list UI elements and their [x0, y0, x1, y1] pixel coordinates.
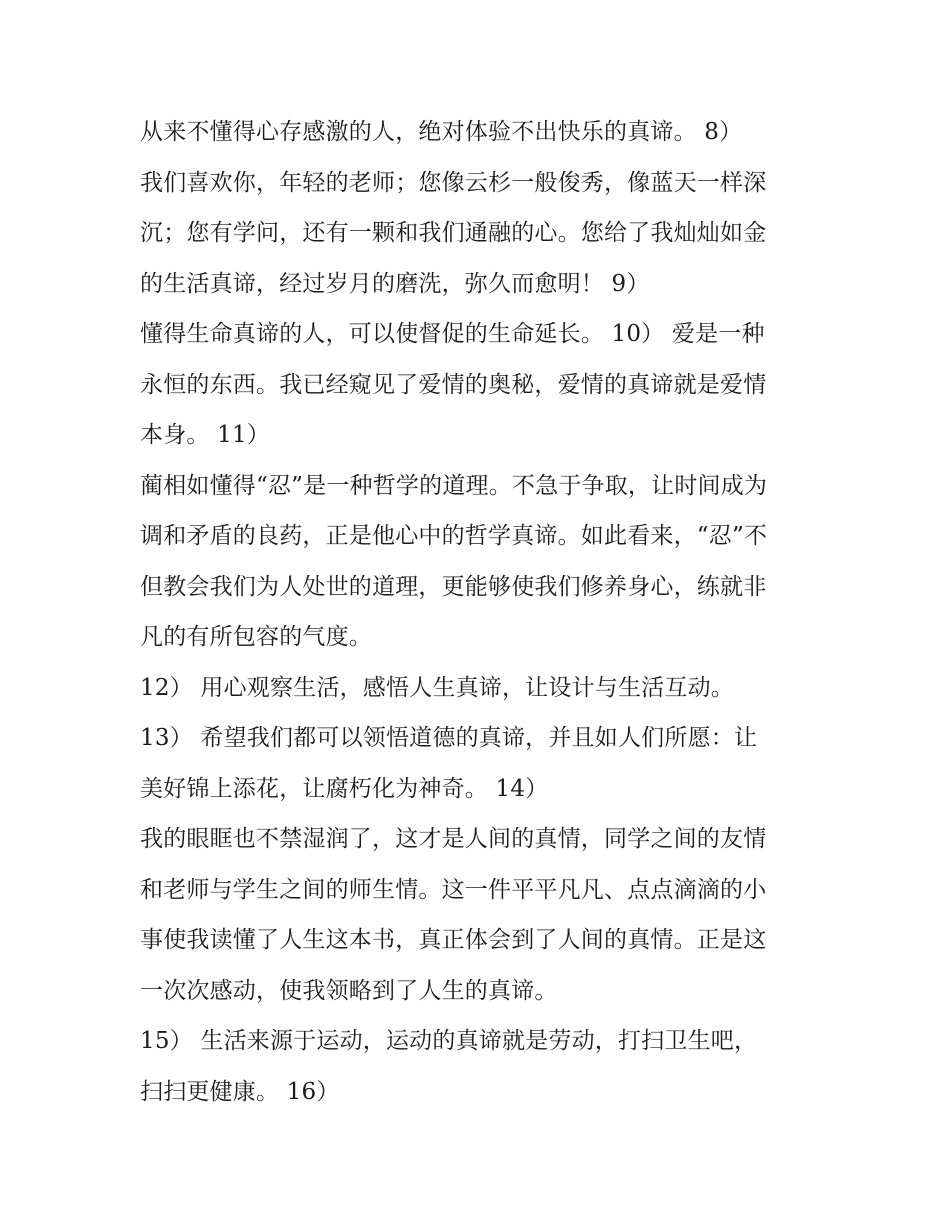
text-line: 事使我读懂了人生这本书，真正体会到了人间的真情。正是这: [140, 927, 767, 953]
text-line: 懂得生命真谛的人，可以使督促的生命延长。 10） 爱是一种: [140, 321, 765, 347]
document-body: [140, 107, 830, 1117]
text-line: 调和矛盾的良药，正是他心中的哲学真谛。如此看来，“忍”不: [140, 523, 768, 549]
text-line: 13） 希望我们都可以领悟道德的真谛，并且如人们所愿：让: [140, 725, 758, 751]
text-line: 的生活真谛，经过岁月的磨洗，弥久而愈明！ 9）: [140, 270, 650, 297]
text-line: 蔺相如懂得“忍”是一种哲学的道理。不急于争取，让时间成为: [140, 472, 768, 499]
text-line: 和老师与学生之间的师生情。这一件平平凡凡、点点滴滴的小: [140, 876, 767, 903]
text-line: 15） 生活来源于运动，运动的真谛就是劳动，打扫卫生吧，: [140, 1028, 758, 1054]
text-line: 一次次感动，使我领略到了人生的真谛。: [140, 977, 558, 1004]
text-line: 沉；您有学问，还有一颗和我们通融的心。您给了我灿灿如金: [140, 220, 767, 246]
text-line: 永恒的东西。我已经窥见了爱情的奥秘，爱情的真谛就是爱情: [140, 371, 767, 398]
text-line: 美好锦上添花，让腐朽化为神奇。 14）: [140, 775, 549, 802]
text-line: 但教会我们为人处世的道理，更能够使我们修养身心，练就非: [140, 573, 767, 600]
text-line: 从来不懂得心存感激的人，绝对体验不出快乐的真谛。 8）: [140, 119, 743, 145]
text-line: 凡的有所包容的气度。: [140, 624, 372, 650]
text-line: 12） 用心观察生活，感悟人生真谛，让设计与生活互动。: [140, 674, 734, 701]
text-line: 本身。 11）: [140, 422, 270, 448]
text-line: 我们喜欢你，年轻的老师；您像云杉一般俊秀，像蓝天一样深: [140, 169, 767, 196]
text-line: 我的眼眶也不禁湿润了，这才是人间的真情，同学之间的友情: [140, 826, 767, 852]
text-line: 扫扫更健康。 16）: [140, 1078, 340, 1105]
